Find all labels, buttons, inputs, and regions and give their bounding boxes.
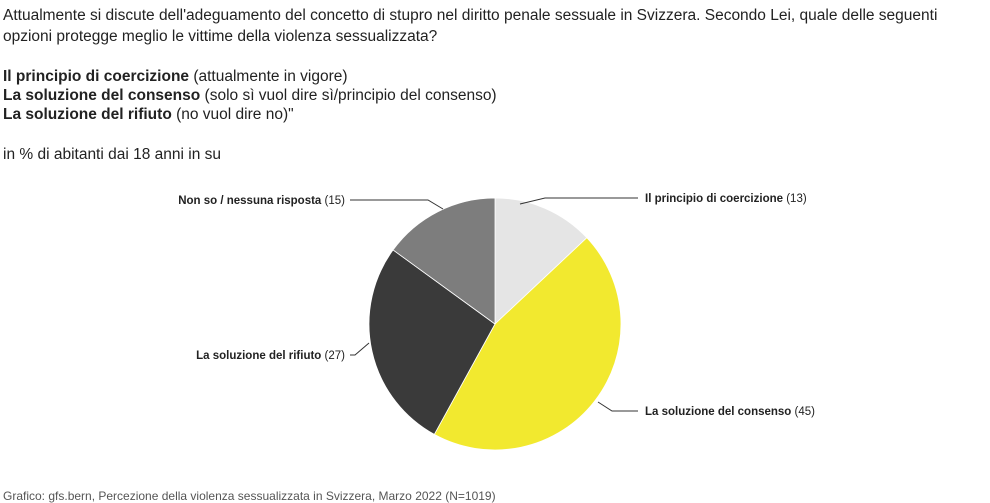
leader-line-refusal <box>350 343 369 355</box>
chart-source: Grafico: gfs.bern, Percezione della violenza sessualizzata in Svizzera, Marzo 2022 (N=1019) <box>3 489 496 503</box>
option-coercion-name: Il principio di coercizione <box>3 68 190 85</box>
slice-label-value: (27) <box>321 350 345 362</box>
leader-line-consent <box>598 402 638 411</box>
option-coercion-note: (attualmente in vigore) <box>189 68 348 85</box>
leader-line-coercion <box>520 198 638 204</box>
slice-label-coercion <box>645 193 807 205</box>
chart-title: Attualmente si discute dell'adeguamento del concetto di stupro nel diritto penale sessuale in Svizzera. Secondo Lei, quale delle seguenti opzioni protegge meglio le vittime della violenza sessualizzata? <box>3 7 938 45</box>
slice-label-name: Non so / nessuna risposta <box>178 195 322 207</box>
option-refusal-note: (no vuol dire no)" <box>171 106 294 123</box>
slice-label-value: (15) <box>321 195 345 207</box>
slice-label-consent <box>645 406 815 418</box>
leader-line-dontknow <box>350 200 443 209</box>
slice-label-value: (13) <box>783 193 807 205</box>
option-refusal-name: La soluzione del rifiuto <box>3 106 172 123</box>
option-consent-note: (solo sì vuol dire sì/principio del consenso) <box>200 87 497 104</box>
option-consent-name: La soluzione del consenso <box>3 87 201 104</box>
chart-subtitle: in % di abitanti dai 18 anni in su <box>3 146 222 163</box>
slice-label-name: La soluzione del consenso <box>645 406 792 418</box>
slice-label-refusal <box>196 350 345 362</box>
slice-label-value: (45) <box>791 406 815 418</box>
slice-label-name: La soluzione del rifiuto <box>196 350 322 362</box>
slice-label-name: Il principio di coercizione <box>645 193 784 205</box>
slice-label-dontknow <box>178 195 345 207</box>
